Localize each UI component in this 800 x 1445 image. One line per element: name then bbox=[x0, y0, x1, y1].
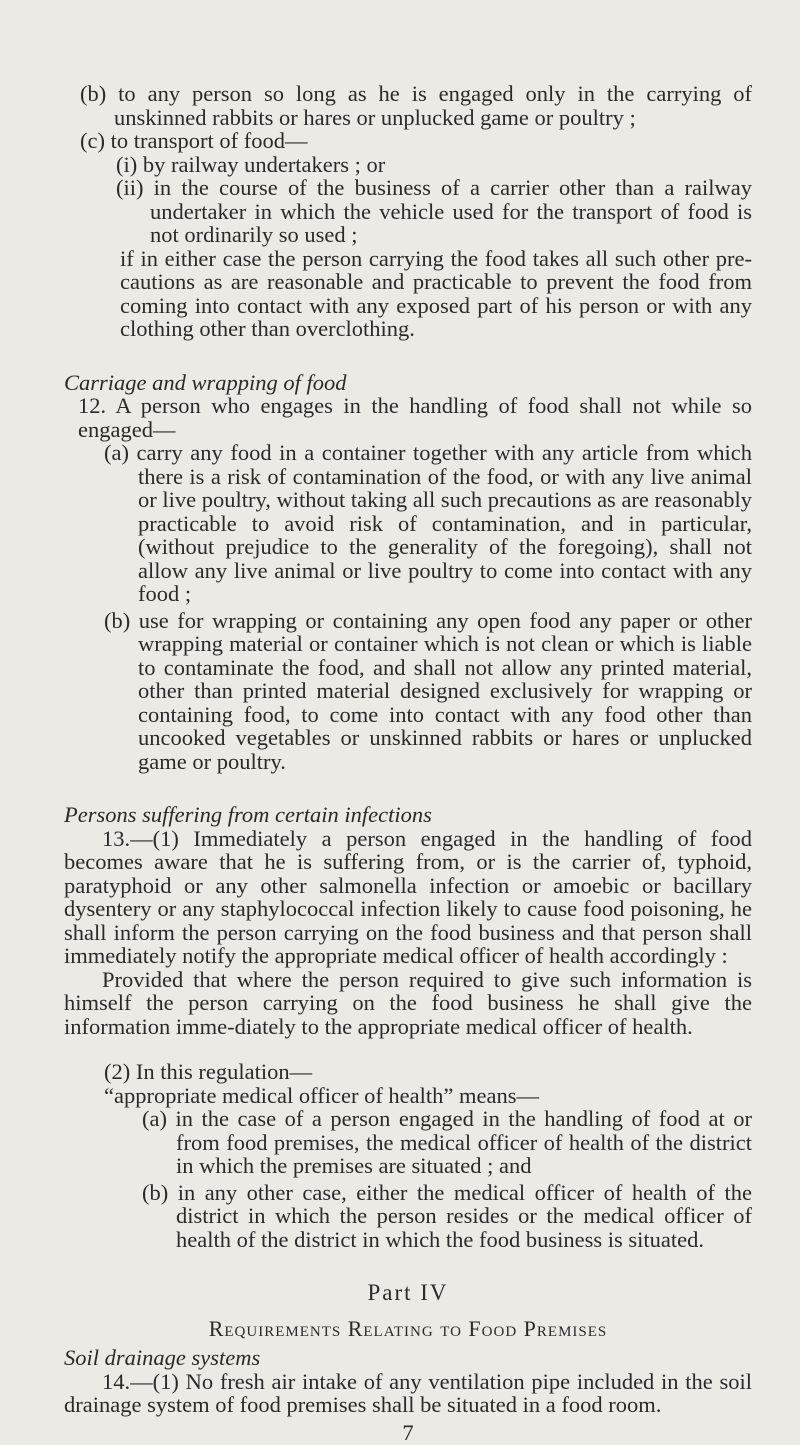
item-c-tail: if in either case the person carrying the food takes all such other pre-cautions as are reasonable and practicable to prevent the food from coming into contact with any exposed part of his person or with any clothing other than overclothing. bbox=[120, 245, 752, 341]
section-14-p1: 14.—(1) No fresh air intake of any ventilation pipe included in the soil drainage system of food premises shall be situated in a food room. bbox=[64, 1368, 752, 1417]
item-b: (b) to any person so long as he is engaged only in the carrying of unskinned rabbits or hares or unplucked game or poultry ; bbox=[80, 81, 752, 130]
section-13-def-b: (b) in any other case, either the medical officer of health of the district in which the person resides or the medical officer of health of the district in which the food business is situated. bbox=[142, 1179, 752, 1252]
section-12-b: (b) use for wrapping or containing any open food any paper or other wrapping material or container which is not clean or which is liable to contaminate the food, and shall not allow any printed material, other than printed material designed exclusively for wrapping or containing food, to come into contact with any food other than uncooked vegetables or unskinned rabbits or hares or unplucked game or poultry. bbox=[104, 607, 752, 774]
section-12-heading: Carriage and wrapping of food bbox=[64, 369, 347, 395]
item-c: (c) to transport of food— bbox=[80, 128, 308, 153]
item-c-ii: (ii) in the course of the business of a carrier other than a railway undertaker in which the vehicle used for the transport of food is not ordinarily so used ; bbox=[116, 175, 752, 247]
section-12-a: (a) carry any food in a container together with any article from which there is a risk of contamination of the food, or with any live animal or live poultry, without taking all such precautions as are reasonably practicable to avoid risk of contamination, and in particular, (without prejudice to the generality of the foregoing), shall not allow any live animal or live poultry to come into contact with any food ; bbox=[104, 440, 752, 606]
section-14-heading: Soil drainage systems bbox=[64, 1345, 261, 1370]
part-subtitle: Requirements Relating to Food Premises bbox=[208, 1315, 608, 1341]
section-13-p1: 13.—(1) Immediately a person engaged in the handling of food becomes aware that he is suffering from, or is the carrier of, typhoid, paratyphoid or any other salmonella infection or amoebic or bacillary dysentery or any staphylococcal infection likely to cause food poisoning, he shall inform the person carrying on the food business and that person shall immediately notify the appropriate medical officer of health accordingly : bbox=[64, 825, 752, 968]
section-12-intro: 12. A person who engages in the handling of food shall not while so engaged— bbox=[78, 393, 752, 442]
section-13-definition: “appropriate medical officer of health” means— bbox=[104, 1082, 540, 1108]
item-c-i: (i) by railway undertakers ; or bbox=[116, 151, 386, 177]
section-13-heading: Persons suffering from certain infections bbox=[64, 802, 432, 827]
page-number: 7 bbox=[402, 1419, 414, 1445]
section-13-p2: (2) In this regulation— bbox=[104, 1059, 313, 1084]
section-13-def-a: (a) in the case of a person engaged in the handling of food at or from food premises, the medical officer of health of the district in which the premises are situated ; and bbox=[142, 1106, 752, 1178]
section-13-proviso: Provided that where the person required to give such information is himself the person carrying on the food business he shall give the information imme-diately to the appropriate medical officer of health. bbox=[64, 966, 752, 1039]
part-title: Part IV bbox=[367, 1280, 449, 1305]
